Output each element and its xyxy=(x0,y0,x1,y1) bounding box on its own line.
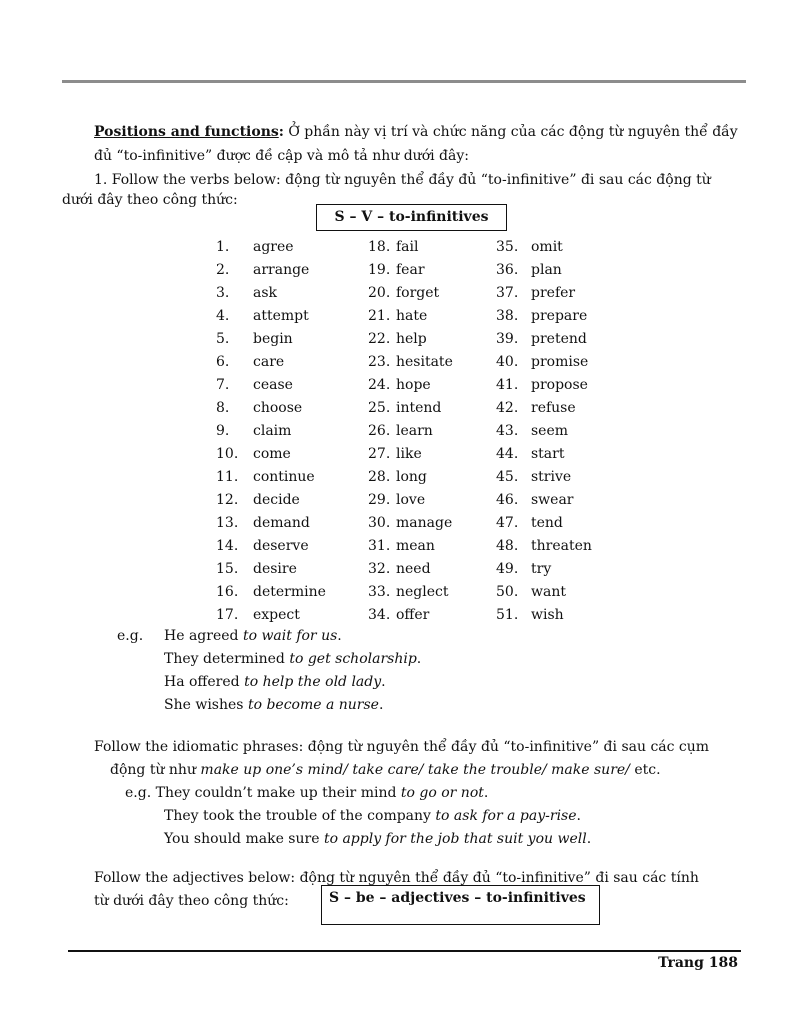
verb-number: 19. xyxy=(368,262,391,278)
verb-item xyxy=(496,397,576,420)
formula-box-adjectives: S – be – adjectives – to-infinitives xyxy=(321,885,600,925)
verb-item xyxy=(368,535,435,558)
verb-number: 50. xyxy=(496,584,519,600)
verb-item xyxy=(368,259,425,282)
verb-word: tend xyxy=(531,515,563,531)
verb-number: 39. xyxy=(496,331,519,347)
verb-number: 49. xyxy=(496,561,519,577)
verb-word: decide xyxy=(253,492,300,508)
verb-item xyxy=(496,374,588,397)
verb-number: 8. xyxy=(216,400,230,416)
verb-item xyxy=(368,443,422,466)
rule1-line-1: 1. Follow the verbs below: động từ nguyên thể đầy đủ “to-infinitive” đi sau các động từ xyxy=(94,172,711,188)
verb-word: come xyxy=(253,446,291,462)
verb-number: 11. xyxy=(216,469,239,485)
verb-number: 36. xyxy=(496,262,519,278)
verb-item xyxy=(368,374,431,397)
verb-item xyxy=(368,236,418,259)
verb-word: omit xyxy=(531,239,563,255)
verb-word: start xyxy=(531,446,565,462)
verb-item xyxy=(368,512,452,535)
rule2-line-2: động từ như make up one’s mind/ take care/ take the trouble/ make sure/ etc. xyxy=(110,762,661,778)
verb-number: 42. xyxy=(496,400,519,416)
verb-word: refuse xyxy=(531,400,576,416)
verb-word: fear xyxy=(396,262,425,278)
verb-item xyxy=(496,282,575,305)
verb-number: 23. xyxy=(368,354,391,370)
verb-item xyxy=(496,328,587,351)
verb-item xyxy=(368,489,425,512)
verb-number: 46. xyxy=(496,492,519,508)
verb-word: offer xyxy=(396,607,430,623)
verb-word: hesitate xyxy=(396,354,453,370)
verb-number: 26. xyxy=(368,423,391,439)
verb-word: manage xyxy=(396,515,453,531)
verb-word: ask xyxy=(253,285,278,301)
verb-item xyxy=(496,236,563,259)
verb-word: desire xyxy=(253,561,297,577)
verb-number: 9. xyxy=(216,423,230,439)
verb-item xyxy=(496,420,568,443)
verb-number: 10. xyxy=(216,446,239,462)
verb-item xyxy=(368,420,433,443)
verb-word: arrange xyxy=(253,262,310,278)
rule1-line-2: dưới đây theo công thức: xyxy=(62,192,238,208)
verb-word: strive xyxy=(531,469,572,485)
page-number: Trang 188 xyxy=(658,955,738,971)
footer-rule xyxy=(68,950,741,952)
verb-item xyxy=(216,328,293,351)
verb-word: need xyxy=(396,561,431,577)
verb-number: 51. xyxy=(496,607,519,623)
verb-number: 2. xyxy=(216,262,230,278)
verb-word: help xyxy=(396,331,427,347)
verb-word: wish xyxy=(531,607,564,623)
verb-item xyxy=(216,351,284,374)
verb-word: hate xyxy=(396,308,428,324)
verb-item xyxy=(216,558,297,581)
verb-item xyxy=(216,305,309,328)
verb-number: 44. xyxy=(496,446,519,462)
verb-item xyxy=(368,581,449,604)
verb-number: 18. xyxy=(368,239,391,255)
intro-text: Ở phần này vị trí và chức năng của các động từ nguyên thể đầy xyxy=(283,124,738,140)
intro-line-1: Positions and functions: Ở phần này vị trí và chức năng của các động từ nguyên thể đầy xyxy=(94,124,738,140)
verb-word: choose xyxy=(253,400,303,416)
verb-item xyxy=(216,282,277,305)
verb-word: intend xyxy=(396,400,442,416)
verb-number: 27. xyxy=(368,446,391,462)
example-sentence: She wishes to become a nurse. xyxy=(164,697,384,713)
section-heading: Positions and functions xyxy=(94,124,279,140)
verb-word: like xyxy=(396,446,422,462)
header-rule xyxy=(62,80,746,83)
example-sentence: They took the trouble of the company to ask for a pay-rise. xyxy=(164,808,581,824)
verb-item xyxy=(496,581,566,604)
verb-item xyxy=(216,236,294,259)
verb-number: 35. xyxy=(496,239,519,255)
verb-word: try xyxy=(531,561,552,577)
verb-word: care xyxy=(253,354,285,370)
verb-item xyxy=(216,489,300,512)
verb-number: 24. xyxy=(368,377,391,393)
intro-line-2: đủ “to-infinitive” được đề cập và mô tả như dưới đây: xyxy=(94,148,469,164)
verb-number: 25. xyxy=(368,400,391,416)
example-sentence: They determined to get scholarship. xyxy=(164,651,422,667)
verb-item xyxy=(496,604,564,627)
verb-number: 13. xyxy=(216,515,239,531)
verb-word: deserve xyxy=(253,538,309,554)
verb-item xyxy=(368,466,427,489)
verb-number: 17. xyxy=(216,607,239,623)
verb-number: 6. xyxy=(216,354,230,370)
rule3-line-1: Follow the adjectives below: động từ nguyên thể đầy đủ “to-infinitive” đi sau các tính xyxy=(94,870,699,886)
verb-item xyxy=(496,305,587,328)
verb-item xyxy=(368,351,453,374)
verb-number: 29. xyxy=(368,492,391,508)
verb-item xyxy=(496,489,574,512)
verb-word: want xyxy=(531,584,566,600)
verb-item xyxy=(216,604,300,627)
verb-word: love xyxy=(396,492,426,508)
verb-number: 38. xyxy=(496,308,519,324)
verb-item xyxy=(496,466,571,489)
example-sentence: Ha offered to help the old lady. xyxy=(164,674,386,690)
verb-number: 41. xyxy=(496,377,519,393)
verb-word: continue xyxy=(253,469,315,485)
verb-number: 43. xyxy=(496,423,519,439)
verb-word: long xyxy=(396,469,427,485)
verb-item xyxy=(496,443,564,466)
verb-item xyxy=(216,397,302,420)
verb-item xyxy=(216,420,291,443)
verb-number: 28. xyxy=(368,469,391,485)
verb-word: seem xyxy=(531,423,569,439)
verb-number: 5. xyxy=(216,331,230,347)
verb-word: prefer xyxy=(531,285,576,301)
verb-item xyxy=(216,581,326,604)
verb-item xyxy=(368,558,431,581)
verb-word: begin xyxy=(253,331,293,347)
verb-number: 4. xyxy=(216,308,230,324)
example-sentence: You should make sure to apply for the job that suit you well. xyxy=(164,831,592,847)
example-sentence: e.g. They couldn’t make up their mind to go or not. xyxy=(125,785,489,801)
verb-number: 1. xyxy=(216,239,230,255)
verb-number: 37. xyxy=(496,285,519,301)
verb-word: promise xyxy=(531,354,589,370)
verb-word: claim xyxy=(253,423,292,439)
verb-word: pretend xyxy=(531,331,587,347)
verb-word: determine xyxy=(253,584,326,600)
verb-number: 12. xyxy=(216,492,239,508)
verb-word: prepare xyxy=(531,308,588,324)
verb-number: 3. xyxy=(216,285,230,301)
verb-number: 34. xyxy=(368,607,391,623)
verb-number: 40. xyxy=(496,354,519,370)
verb-number: 30. xyxy=(368,515,391,531)
verb-item xyxy=(216,535,309,558)
examples-label: e.g. xyxy=(117,628,144,644)
verb-number: 33. xyxy=(368,584,391,600)
verb-item xyxy=(496,512,563,535)
verb-word: plan xyxy=(531,262,562,278)
verb-item xyxy=(496,558,551,581)
verb-item xyxy=(368,604,429,627)
verb-number: 47. xyxy=(496,515,519,531)
verb-number: 48. xyxy=(496,538,519,554)
verb-item xyxy=(496,259,562,282)
verb-number: 14. xyxy=(216,538,239,554)
verb-word: learn xyxy=(396,423,433,439)
verb-word: attempt xyxy=(253,308,309,324)
verb-word: threaten xyxy=(531,538,592,554)
verb-item xyxy=(368,328,427,351)
verb-word: neglect xyxy=(396,584,449,600)
verb-number: 45. xyxy=(496,469,519,485)
verb-word: agree xyxy=(253,239,294,255)
verb-word: swear xyxy=(531,492,574,508)
formula-box-verbs: S – V – to-infinitives xyxy=(316,204,507,231)
verb-item xyxy=(216,466,315,489)
verb-item xyxy=(216,512,310,535)
verb-word: mean xyxy=(396,538,435,554)
verb-item xyxy=(368,305,427,328)
verb-item xyxy=(496,351,588,374)
verb-number: 16. xyxy=(216,584,239,600)
verb-word: cease xyxy=(253,377,293,393)
verb-number: 15. xyxy=(216,561,239,577)
verb-item xyxy=(496,535,592,558)
verb-word: forget xyxy=(396,285,440,301)
verb-number: 31. xyxy=(368,538,391,554)
verb-number: 22. xyxy=(368,331,391,347)
verb-word: demand xyxy=(253,515,310,531)
verb-item xyxy=(216,443,291,466)
verb-number: 21. xyxy=(368,308,391,324)
verb-number: 20. xyxy=(368,285,391,301)
verb-number: 32. xyxy=(368,561,391,577)
verb-item xyxy=(216,374,293,397)
verb-word: expect xyxy=(253,607,300,623)
verb-number: 7. xyxy=(216,377,230,393)
verb-word: fail xyxy=(396,239,419,255)
verb-word: propose xyxy=(531,377,588,393)
rule3-line-2: từ dưới đây theo công thức: xyxy=(94,893,289,909)
verb-item xyxy=(216,259,309,282)
verb-word: hope xyxy=(396,377,431,393)
rule2-line-1: Follow the idiomatic phrases: động từ nguyên thể đầy đủ “to-infinitive” đi sau các cụm xyxy=(94,739,710,755)
verb-item xyxy=(368,282,439,305)
verb-item xyxy=(368,397,441,420)
example-sentence: He agreed to wait for us. xyxy=(164,628,342,644)
